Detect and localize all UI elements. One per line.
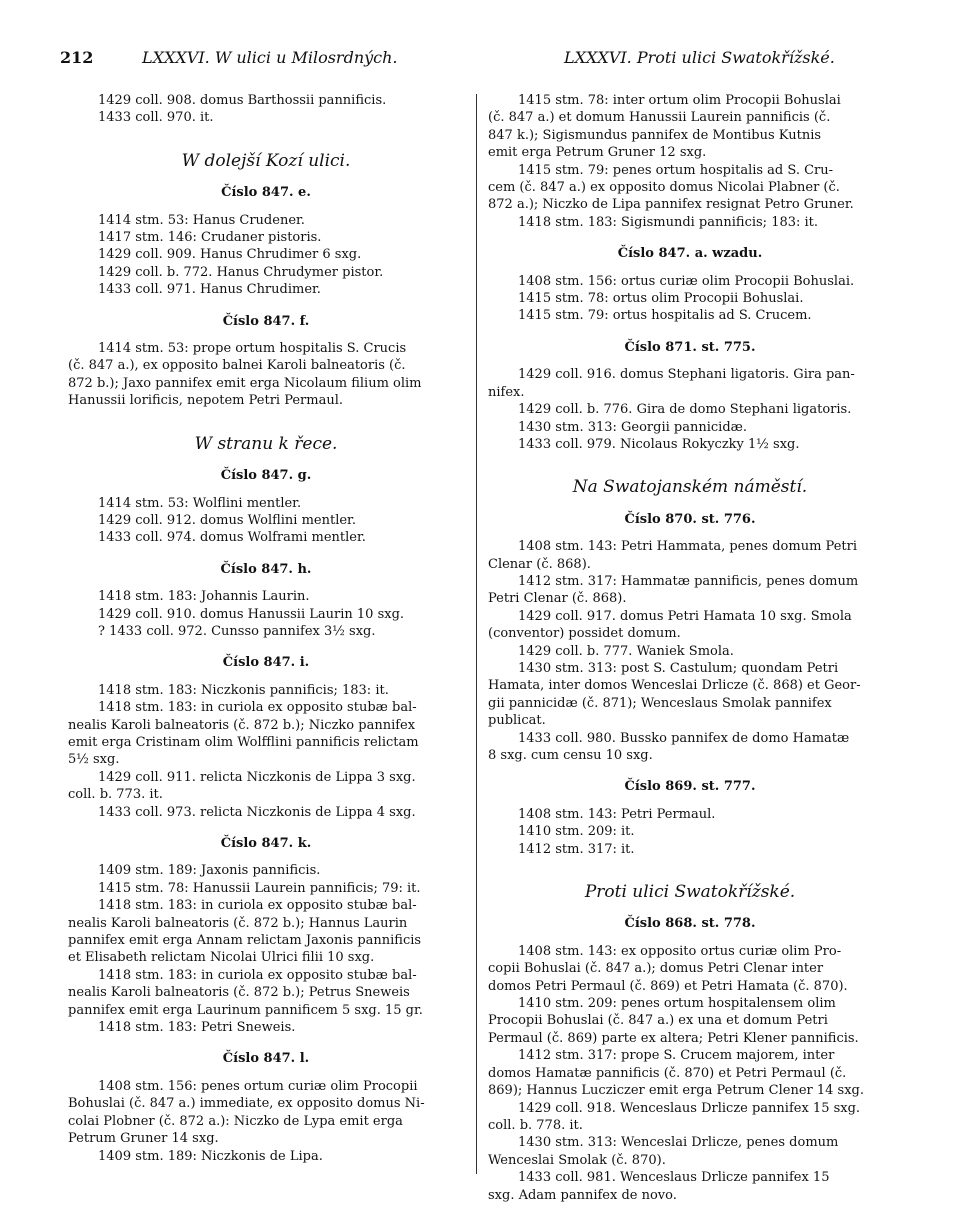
entry-line: 1409 stm. 189: Jaxonis pannificis. [98, 863, 321, 879]
entry-line: (č. 847 a.), ex opposito balnei Karoli balneatoris (č. [68, 358, 406, 374]
entry-line: Hanussii lorificis, nepotem Petri Permaul. [68, 393, 344, 409]
entry-line: nealis Karoli balneatoris (č. 872 b.); Petrus Sneweis [68, 985, 410, 1001]
entry-line: domos Petri Permaul (č. 869) et Petri Hamata (č. 870). [488, 978, 848, 994]
entry-line: coll. b. 773. it. [68, 787, 163, 803]
house-block [68, 1050, 464, 1164]
entry-line: Permaul (č. 869) parte ex altera; Petri Klener pannificis. [488, 1030, 859, 1046]
entry-line: 1429 coll. b. 772. Hanus Chrudymer pistor. [98, 264, 384, 280]
house-number-heading: Číslo 847. g. [220, 468, 312, 484]
entry-line: 1429 coll. 909. Hanus Chrudimer 6 sxg. [98, 247, 362, 263]
entry-line: Bohuslai (č. 847 a.) immediate, ex opposito domus Ni- [68, 1096, 425, 1112]
running-header [60, 48, 880, 72]
entry-line: publicat. [488, 713, 546, 729]
entry-line: Petrum Gruner 14 sxg. [68, 1131, 219, 1147]
entry-line: 1433 coll. 970. it. [98, 110, 214, 126]
house-number-heading: Číslo 847. k. [220, 836, 312, 851]
entry-line: nealis Karoli balneatoris (č. 872 b.); Niczko pannifex [68, 717, 416, 733]
entry-line: 872 a.); Niczko de Lipa pannifex resignat Petro Gruner. [488, 197, 854, 213]
entry-line: 1415 stm. 79: penes ortum hospitalis ad S. Cru- [518, 162, 834, 178]
entry-line: cem (č. 847 a.) ex opposito domus Nicolai Plabner (č. [488, 180, 840, 196]
entry-line: 1415 stm. 78: inter ortum olim Procopii Bohuslai [518, 93, 841, 108]
entry-line: 1429 coll. b. 776. Gira de domo Stephani ligatoris. [518, 402, 852, 418]
entry-line: nealis Karoli balneatoris (č. 872 b.); Hannus Laurin [68, 915, 408, 931]
entry-line: 1433 coll. 981. Wenceslaus Drlicze pannifex 15 [518, 1170, 830, 1186]
house-block [488, 778, 892, 858]
entry-line: 1418 stm. 183: in curiola ex opposito stubæ bal- [98, 700, 417, 716]
house-number-heading: Číslo 847. e. [221, 185, 311, 201]
house-number-heading: Číslo 847. l. [222, 1051, 310, 1067]
entry-line: Clenar (č. 868). [488, 556, 591, 572]
entry-line: 1412 stm. 317: Hammatæ pannificis, penes domum [518, 573, 859, 589]
entry-line: 1430 stm. 313: post S. Castulum; quondam Petri [518, 660, 839, 676]
entry-line: sxg. Adam pannifex de novo. [488, 1187, 677, 1203]
entry-line: emit erga Cristinam olim Wolfflini pannificis relictam [68, 734, 419, 750]
entry-line: 1429 coll. b. 777. Waniek Smola. [518, 643, 734, 659]
entry-line: 1430 stm. 313: Georgii pannicidæ. [518, 419, 748, 435]
entry-line: 847 k.); Sigismundus pannifex de Montibus Kutnis [488, 127, 822, 143]
entry-line: 1418 stm. 183: Petri Sneweis. [98, 1020, 296, 1036]
page-number: 212 [60, 48, 94, 67]
section-heading: Na Swatojanském náměstí. [572, 477, 808, 498]
entry-line: 5½ sxg. [68, 752, 120, 768]
entry-line: 1418 stm. 183: Niczkonis pannificis; 183: it. [98, 682, 389, 698]
house-block [68, 654, 464, 821]
entry-line: 1408 stm. 156: penes ortum curiæ olim Procopii [98, 1078, 418, 1094]
entry-line: 1433 coll. 974. domus Wolframi mentler. [98, 530, 366, 546]
entry-line: 1408 stm. 156: ortus curiæ olim Procopii Bohuslai. [518, 273, 855, 289]
entry-line: copii Bohuslai (č. 847 a.); domus Petri Clenar inter [488, 961, 824, 977]
entry-line: 1429 coll. 917. domus Petri Hamata 10 sxg. Smola [518, 608, 852, 624]
house-block [488, 339, 892, 453]
entry-line: 1429 coll. 912. domus Wolflini mentler. [98, 512, 356, 528]
entry-line: 1415 stm. 78: ortus olim Procopii Bohuslai. [518, 291, 804, 307]
left-running-head: LXXXVI. W ulici u Milosrdných. [142, 48, 398, 67]
entry-line: emit erga Petrum Gruner 12 sxg. [488, 145, 707, 161]
house-block [68, 184, 464, 298]
house-block [68, 467, 464, 547]
entry-line: 1418 stm. 183: in curiola ex opposito stubæ bal- [98, 898, 417, 914]
house-block [68, 835, 464, 1036]
entry-line: 1418 stm. 183: in curiola ex opposito stubæ bal- [98, 967, 417, 983]
column-divider [476, 94, 477, 1174]
entry-line: 1414 stm. 53: prope ortum hospitalis S. Crucis [98, 341, 407, 357]
entry-line: 1433 coll. 973. relicta Niczkonis de Lippa 4 sxg. [98, 804, 416, 820]
house-number-heading: Číslo 847. a. wzadu. [617, 246, 763, 262]
entry-line: 1415 stm. 79: ortus hospitalis ad S. Crucem. [518, 308, 812, 324]
entry-line: 1429 coll. 916. domus Stephani ligatoris. Gira pan- [518, 367, 855, 383]
entry-line: et Elisabeth relictam Nicolai Ulrici filii 10 sxg. [68, 950, 375, 966]
entry-line: 1430 stm. 313: Wenceslai Drlicze, penes domum [518, 1135, 839, 1151]
entry-line: 1417 stm. 146: Crudaner pistoris. [98, 230, 322, 246]
entry-line: domos Hamatæ pannificis (č. 870) et Petri Permaul (č. [488, 1065, 847, 1081]
section-heading: Proti ulici Swatokřížské. [584, 882, 796, 903]
house-number-heading: Číslo 847. f. [222, 313, 310, 329]
entry-line: 1408 stm. 143: ex opposito ortus curiæ olim Pro- [518, 943, 842, 959]
house-number-heading: Číslo 869. st. 777. [624, 779, 756, 795]
entry-line: nifex. [488, 384, 525, 400]
entry-line: 1412 stm. 317: it. [518, 841, 635, 857]
entry-line: 8 sxg. cum censu 10 sxg. [488, 748, 653, 763]
right-running-head: LXXXVI. Proti ulici Swatokřížské. [564, 48, 835, 67]
entry-line: gii pannicidæ (č. 871); Wenceslaus Smolak pannifex [488, 695, 832, 711]
entry-line: 1433 coll. 979. Nicolaus Rokyczky 1½ sxg. [518, 436, 800, 452]
entry-line: 1429 coll. 911. relicta Niczkonis de Lippa 3 sxg. [98, 769, 416, 785]
entry-line: colai Plobner (č. 872 a.): Niczko de Lypa emit erga [68, 1113, 403, 1129]
house-number-heading: Číslo 868. st. 778. [624, 916, 756, 932]
entry-line: 1418 stm. 183: Sigismundi pannificis; 183: it. [518, 214, 819, 230]
entry-line: (č. 847 a.) et domum Hanussii Laurein pannificis (č. [488, 110, 831, 126]
entry-line: 1410 stm. 209: penes ortum hospitalensem olim [518, 996, 836, 1012]
left-column [68, 92, 464, 1165]
house-block [488, 915, 892, 1204]
entry-line: coll. b. 778. it. [488, 1117, 583, 1133]
entry-line: 1409 stm. 189: Niczkonis de Lipa. [98, 1148, 323, 1164]
section-heading: W dolejší Kozí ulici. [181, 150, 351, 171]
house-block [68, 561, 464, 641]
house-block [488, 245, 892, 325]
entry-line: 1418 stm. 183: Johannis Laurin. [98, 589, 310, 605]
entry-line: 1414 stm. 53: Hanus Crudener. [98, 212, 305, 228]
entry-line: 869); Hannus Lucziczer emit erga Petrum Clener 14 sxg. [488, 1083, 864, 1099]
right-column [488, 92, 892, 1204]
entry-line: 1410 stm. 209: it. [518, 824, 635, 840]
house-number-heading: Číslo 847. i. [222, 655, 310, 671]
entry-line: 1408 stm. 143: Petri Permaul. [518, 806, 716, 822]
entry-line: 1429 coll. 908. domus Barthossii pannificis. [98, 93, 387, 108]
house-block [68, 313, 464, 410]
entry-line: Procopii Bohuslai (č. 847 a.) ex una et domum Petri [488, 1013, 828, 1029]
entry-line: Hamata, inter domos Wenceslai Drlicze (č. 868) et Geor- [488, 678, 861, 694]
entry-line: 1415 stm. 78: Hanussii Laurein pannificis; 79: it. [98, 880, 421, 896]
section-heading: W stranu k řece. [194, 433, 338, 454]
entry-line: 1414 stm. 53: Wolflini mentler. [98, 495, 302, 511]
house-number-heading: Číslo 870. st. 776. [624, 511, 756, 527]
entry-line: ? 1433 coll. 972. Cunsso pannifex 3½ sxg. [98, 623, 376, 639]
house-number-heading: Číslo 847. h. [220, 561, 312, 577]
entry-line: pannifex emit erga Annam relictam Jaxonis pannificis [68, 933, 422, 949]
entry-line: Wenceslai Smolak (č. 870). [488, 1152, 666, 1168]
entry-line: 1433 coll. 971. Hanus Chrudimer. [98, 282, 321, 298]
house-number-heading: Číslo 871. st. 775. [624, 339, 756, 355]
house-block [488, 511, 892, 765]
entry-line: 1433 coll. 980. Bussko pannifex de domo Hamatæ [518, 730, 850, 746]
entry-line: 1412 stm. 317: prope S. Crucem majorem, inter [518, 1048, 835, 1064]
entry-line: pannifex emit erga Laurinum pannificem 5 sxg. 15 gr. [68, 1002, 423, 1018]
entry-line: 1408 stm. 143: Petri Hammata, penes domum Petri [518, 539, 857, 555]
entry-line: (conventor) possidet domum. [488, 626, 681, 642]
entry-line: 1429 coll. 918. Wenceslaus Drlicze pannifex 15 sxg. [518, 1100, 861, 1116]
entry-line: Petri Clenar (č. 868). [488, 591, 627, 607]
entry-line: 872 b.); Jaxo pannifex emit erga Nicolaum filium olim [68, 375, 422, 391]
entry-line: 1429 coll. 910. domus Hanussii Laurin 10 sxg. [98, 606, 405, 622]
